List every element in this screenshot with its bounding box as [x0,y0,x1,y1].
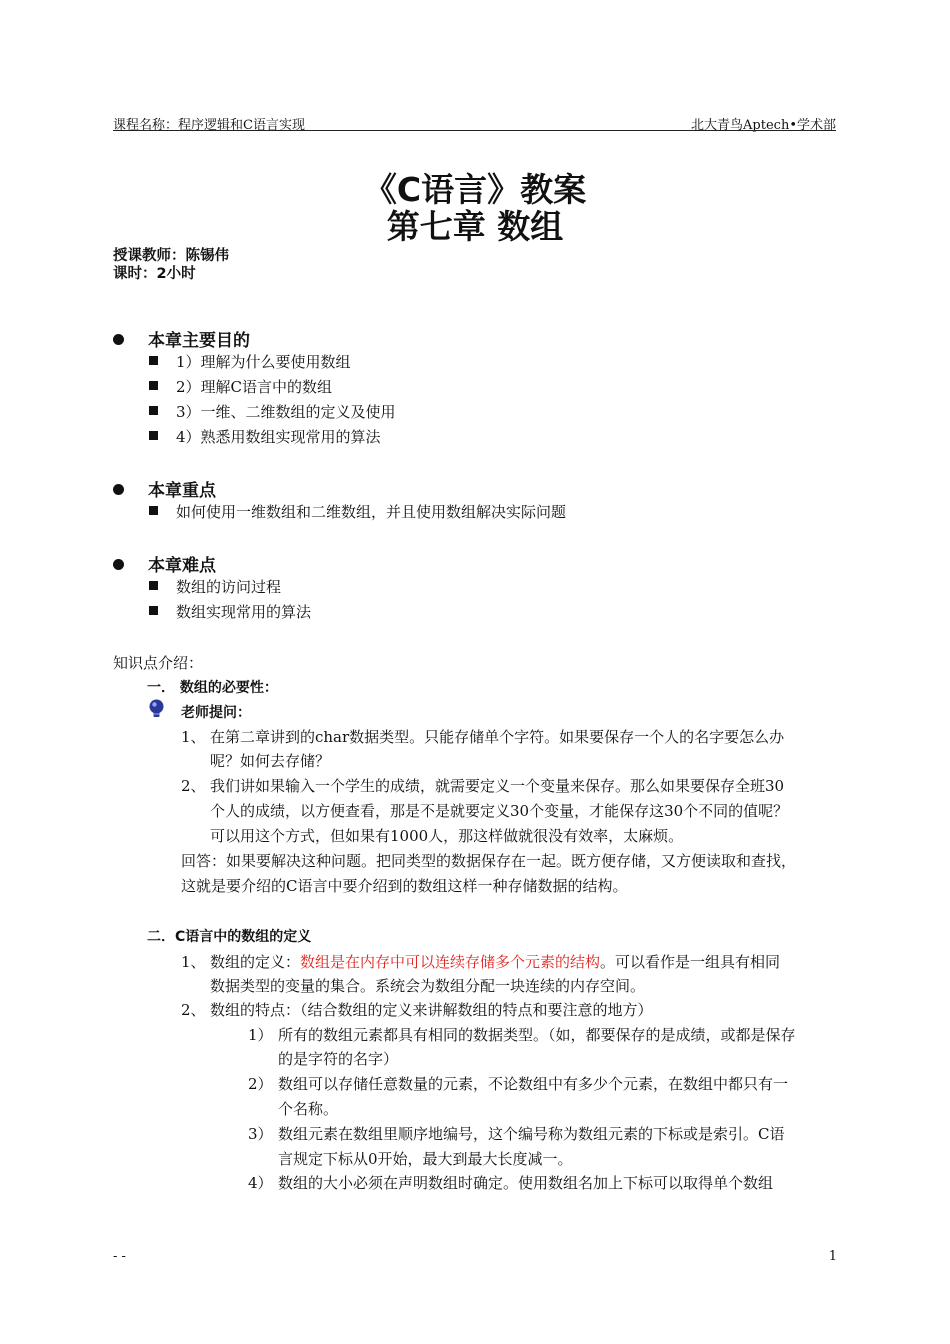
part1-title: 一． 数组的必要性： [147,680,278,696]
list-item: 如何使用一维数组和二维数组，并且使用数组解决实际问题 [176,503,567,521]
d1-definition-highlight: 数组是在内存中可以连续存储多个元素的结构 [300,953,601,971]
list-item: 2）理解C语言中的数组 [176,378,333,396]
d1-text-cont: 数据类型的变量的集合。系统会为数组分配一块连续的内存空间。 [210,977,646,995]
f1-text: 所有的数组元素都具有相同的数据类型。（如，都要保存的是成绩，或都是保存 [278,1026,796,1044]
lightbulb-icon [148,699,165,719]
list-item: 数组实现常用的算法 [176,603,312,621]
square-bullet-icon [149,406,158,415]
d1-prefix: 数组的定义： [210,953,301,971]
goals-heading-text: 本章主要目的 [148,331,250,351]
bullet-dot-icon [113,484,124,495]
goals-heading [113,326,250,351]
list-item: 数组的访问过程 [176,578,282,596]
f3-text-cont: 言规定下标从0开始，最大到最大长度减一。 [278,1150,573,1168]
q1-text: 在第二章讲到的char数据类型。只能存储单个字符。如果要保存一个人的名字要怎么办 [210,728,785,746]
teacher-question-label: 老师提问： [181,705,251,721]
answer-text: 回答：如果要解决这种问题。把同类型的数据保存在一起。既方便存储，又方便读取和查找， [181,852,797,870]
header-rule [113,130,836,131]
q1-text-cont: 呢？如何去存储？ [210,752,331,770]
square-bullet-icon [149,381,158,390]
d2-text: 数组的特点：（结合数组的定义来讲解数组的特点和要注意的地方） [210,1001,653,1019]
doc-title: 《C语言》教案 [363,170,587,209]
f2-text: 数组可以存储任意数量的元素，不论数组中有多少个元素，在数组中都只有一 [278,1075,789,1093]
answer-text-cont: 这就是要介绍的C语言中要介绍到的数组这样一种存储数据的结构。 [181,877,628,895]
q2-text-cont: 个人的成绩，以方便查看，那是不是就要定义30个变量，才能保存这30个不同的值呢？ [210,802,789,820]
knowledge-intro: 知识点介绍： [113,654,204,672]
hours-line: 课时：2小时 [113,266,196,282]
d1-text [210,950,780,974]
square-bullet-icon [149,356,158,365]
f3-number: 3） [248,1125,273,1143]
chapter-title: 第七章 数组 [386,207,564,246]
f3-text: 数组元素在数组里顺序地编号，这个编号称为数组元素的下标或是索引。C语 [278,1125,785,1143]
square-bullet-icon [149,606,158,615]
teacher-line: 授课教师：陈锡伟 [113,248,229,264]
list-item: 1）理解为什么要使用数组 [176,353,351,371]
footer-left: - - [113,1249,126,1264]
list-item: 4）熟悉用数组实现常用的算法 [176,428,381,446]
q1-number: 1、 [181,728,206,746]
focus-heading [113,476,216,501]
difficulty-heading-text: 本章难点 [148,556,216,576]
f1-text-cont: 的是字符的名字） [278,1050,399,1068]
f2-number: 2） [248,1075,273,1093]
header-org: 北大青鸟Aptech•学术部 [691,118,836,133]
page-number: 1 [828,1249,837,1264]
focus-heading-text: 本章重点 [148,481,216,501]
header-course: 课程名称：程序逻辑和C语言实现 [113,118,305,133]
list-item: 3）一维、二维数组的定义及使用 [176,403,396,421]
q2-number: 2、 [181,777,206,795]
q2-text-cont2: 可以用这个方式，但如果有1000人，那这样做就很没有效率，太麻烦。 [210,827,684,845]
f4-text: 数组的大小必须在声明数组时确定。使用数组名加上下标可以取得单个数组 [278,1174,774,1192]
bullet-dot-icon [113,559,124,570]
square-bullet-icon [149,506,158,515]
f2-text-cont: 个名称。 [278,1100,339,1118]
d1-rest: 。可以看作是一组具有相同 [600,953,781,971]
d2-number: 2、 [181,1001,206,1019]
f4-number: 4） [248,1174,273,1192]
d1-number: 1、 [181,953,206,971]
f1-number: 1） [248,1026,273,1044]
bullet-dot-icon [113,334,124,345]
q2-text: 我们讲如果输入一个学生的成绩，就需要定义一个变量来保存。那么如果要保存全班30 [210,777,785,795]
part2-title: 二．C语言中的数组的定义 [147,929,312,945]
square-bullet-icon [149,431,158,440]
difficulty-heading [113,551,216,576]
square-bullet-icon [149,581,158,590]
